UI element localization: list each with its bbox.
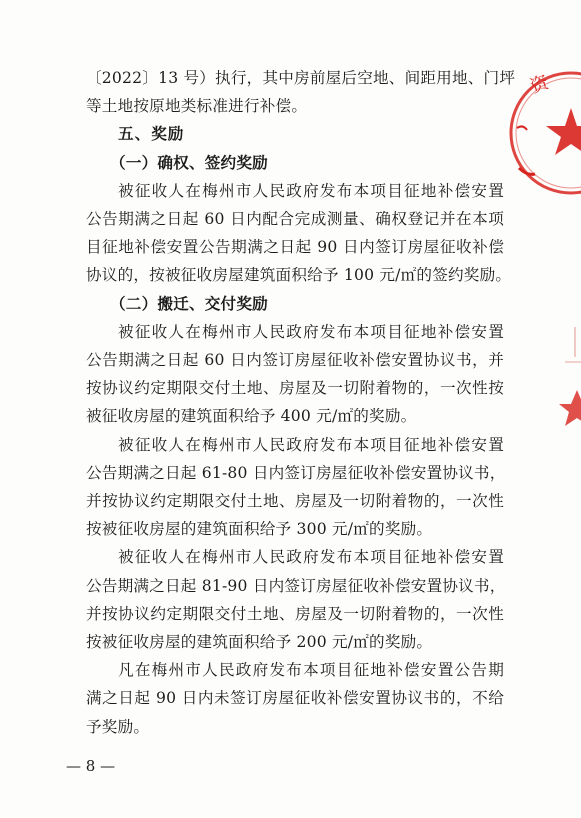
page-number: — 8 —: [66, 757, 116, 775]
stamp-char: 资: [527, 71, 552, 98]
text-line: 满之日起 90 日内未签订房屋征收补偿安置协议书的，不给: [86, 689, 504, 708]
text-line: 被征收房屋的建筑面积给予 400 元/㎡的奖励。: [86, 407, 417, 426]
text-line: 按被征收房屋的建筑面积给予 200 元/㎡的奖励。: [86, 633, 433, 651]
text-line: 按协议约定期限交付土地、房屋及一切附着物的，一次性按: [86, 379, 504, 398]
text-line: 公告期满之日起 60 日内签订房屋征收补偿安置协议书，并: [86, 351, 504, 369]
text-line: 被征收人在梅州市人民政府发布本项目征地补偿安置: [118, 435, 504, 454]
subsection-heading: （一）确权、签约奖励: [110, 152, 268, 172]
text-line: 目征地补偿安置公告期满之日起 90 日内签订房屋征收补偿: [86, 238, 504, 257]
text-line: 并按协议约定期限交付土地、房屋及一切附着物的，一次性: [86, 492, 504, 510]
section-heading: 五、奖励: [118, 125, 185, 144]
subsection-heading: （二）搬迁、交付奖励: [110, 293, 268, 313]
text-line: 等土地按原地类标准进行补偿。: [86, 97, 308, 116]
text-line: 凡在梅州市人民政府发布本项目征地补偿安置公告期: [118, 661, 504, 680]
text-line: 协议的，按被征收房屋建筑面积给予 100 元/㎡的签约奖励。: [86, 266, 512, 285]
text-line: 按被征收房屋的建筑面积给予 300 元/㎡的奖励。: [86, 520, 433, 539]
text-line: 被征收人在梅州市人民政府发布本项目征地补偿安置: [118, 548, 504, 567]
text-line: 公告期满之日起 81-90 日内签订房屋征收补偿安置协议书，: [86, 576, 506, 595]
text-line: 被征收人在梅州市人民政府发布本项目征地补偿安置: [118, 322, 504, 341]
text-line: 〔2022〕13 号）执行，其中房前屋后空地、间距用地、门坪: [86, 69, 516, 87]
text-line: 公告期满之日起 60 日内配合完成测量、确权登记并在本项: [86, 210, 504, 228]
text-line: 被征收人在梅州市人民政府发布本项目征地补偿安置: [118, 181, 504, 200]
text-line: 并按协议约定期限交付土地、房屋及一切附着物的，一次性: [86, 604, 504, 623]
text-line: 予奖励。: [86, 717, 150, 736]
text-line: 公告期满之日起 61-80 日内签订房屋征收补偿安置协议书，: [86, 463, 506, 482]
seal-fragment-marks: [555, 322, 581, 452]
